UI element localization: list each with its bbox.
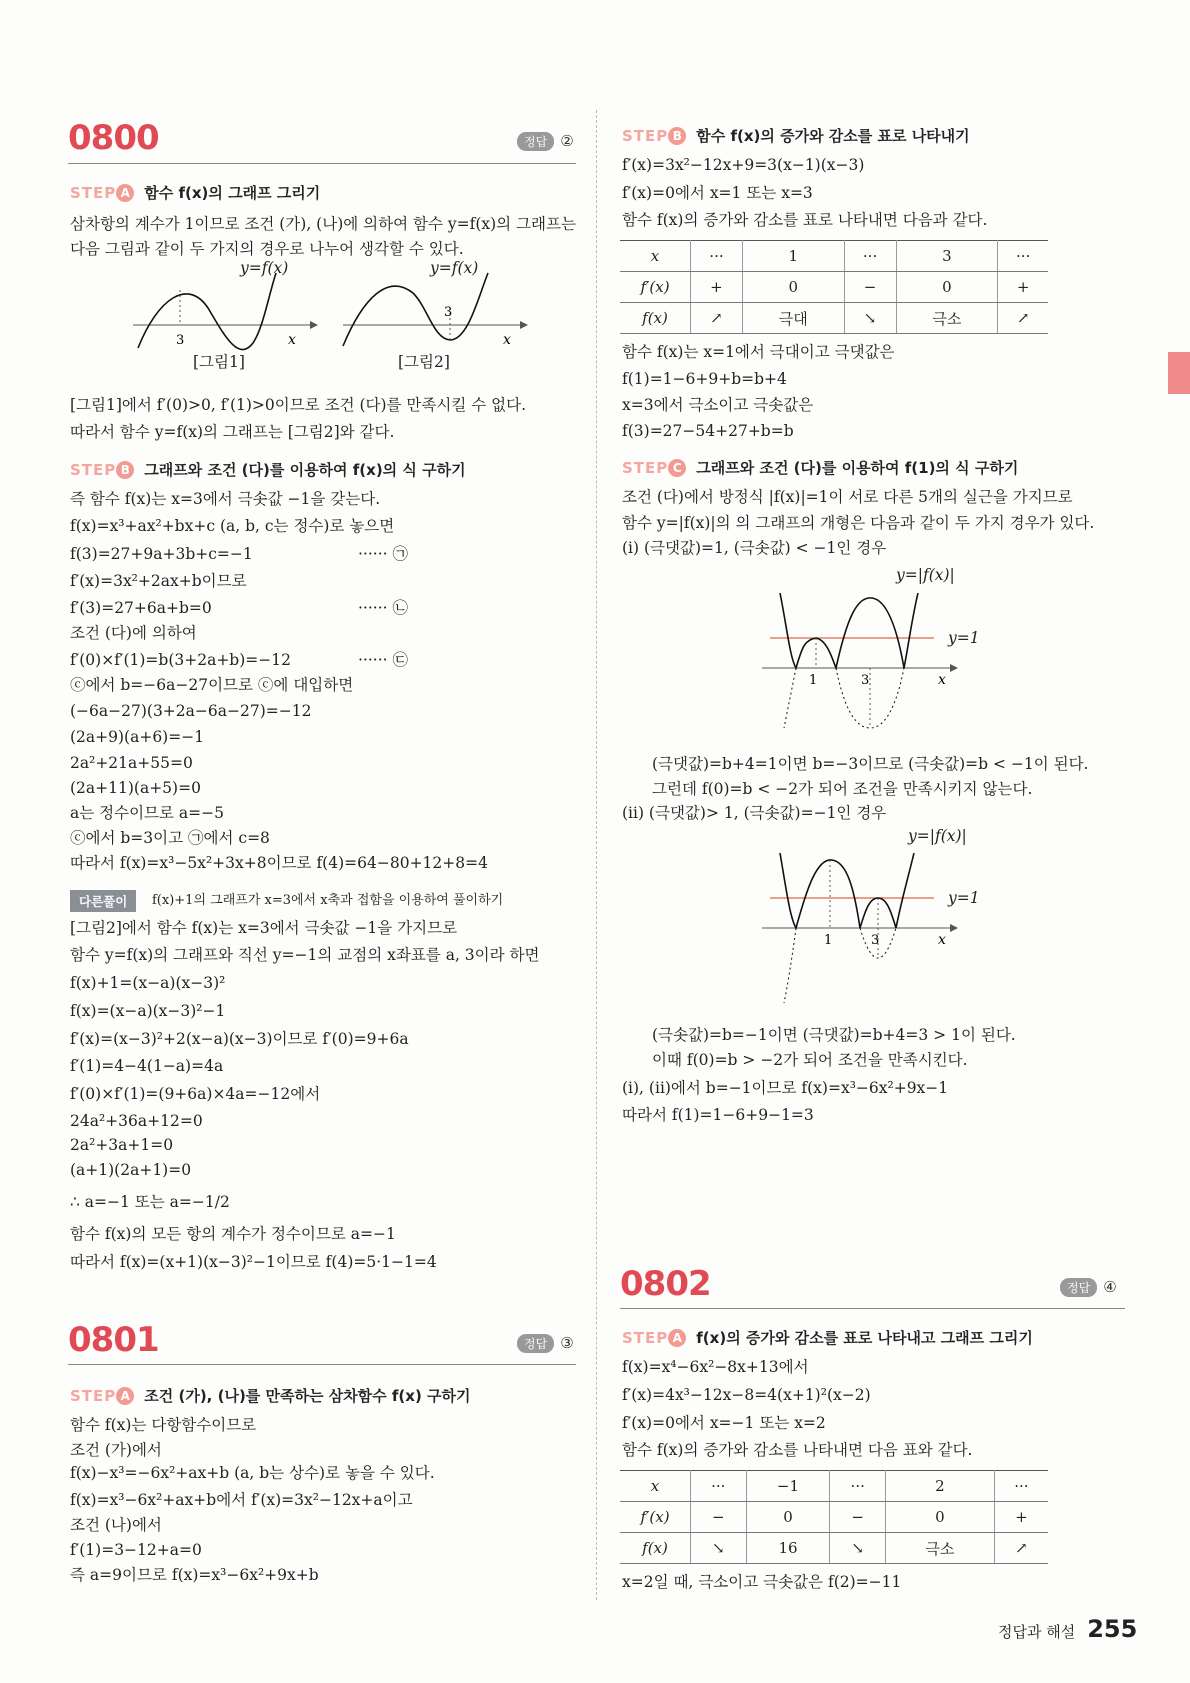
text-line: 함수 f(x)는 다항함수이므로 bbox=[70, 1416, 257, 1434]
table-cell: −1 bbox=[746, 1471, 830, 1502]
table-cell: f′(x) bbox=[620, 1502, 691, 1533]
text-line: f′(x)=(x−3)²+2(x−a)(x−3)이므로 f′(0)=9+6a bbox=[70, 1030, 409, 1048]
text-line: ⓒ에서 b=3이고 ㉠에서 c=8 bbox=[70, 829, 270, 847]
table-cell: x bbox=[620, 241, 691, 272]
text-line: (−6a−27)(3+2a−6a−27)=−12 bbox=[70, 702, 312, 720]
text-line: (a+1)(2a+1)=0 bbox=[70, 1161, 192, 1179]
answer-tag: 정답 bbox=[517, 1334, 554, 1353]
step-b-heading: STEP B 함수 f(x)의 증가와 감소를 표로 나타내기 bbox=[622, 127, 970, 145]
text-line: ⓒ에서 b=−6a−27이므로 ⓒ에 대입하면 bbox=[70, 676, 354, 694]
text-line: 함수 f(x)의 모든 항의 계수가 정수이므로 a=−1 bbox=[70, 1225, 396, 1243]
text-line: f(x)+1=(x−a)(x−3)² bbox=[70, 974, 226, 992]
text-line: (2a+9)(a+6)=−1 bbox=[70, 728, 205, 746]
text-line: x=2일 때, 극소이고 극솟값은 f(2)=−11 bbox=[622, 1573, 902, 1591]
text-line: f′(x)=0에서 x=−1 또는 x=2 bbox=[622, 1414, 826, 1432]
table-cell: f′(x) bbox=[620, 272, 691, 303]
footer-label: 정답과 해설 bbox=[998, 1623, 1076, 1641]
text-line: 즉 함수 f(x)는 x=3에서 극솟값 −1을 갖는다. bbox=[70, 490, 381, 508]
table-cell: ↗ bbox=[998, 303, 1048, 334]
answer-value: ③ bbox=[560, 1334, 574, 1352]
tick-label: 1 bbox=[824, 933, 833, 948]
text-line: 따라서 f(x)=(x+1)(x−3)²−1이므로 f(4)=5·1−1=4 bbox=[70, 1253, 437, 1271]
tick-label: 3 bbox=[861, 673, 870, 688]
tick-label: 1 bbox=[809, 673, 818, 688]
text-line: (ⅱ) (극댓값)> 1, (극솟값)=−1인 경우 bbox=[622, 804, 887, 822]
table-cell: − bbox=[844, 272, 896, 303]
answer-value: ② bbox=[560, 132, 574, 150]
table-cell: 3 bbox=[896, 241, 998, 272]
text-line: f(3)=27+9a+3b+c=−1 bbox=[70, 545, 253, 563]
graph3-line-label: y=1 bbox=[948, 629, 980, 647]
text-line: (2a+11)(a+5)=0 bbox=[70, 779, 201, 797]
page-footer bbox=[998, 1615, 1137, 1643]
text-line: f′(x)=3x²−12x+9=3(x−1)(x−3) bbox=[622, 156, 865, 174]
text-line: (ⅰ) (극댓값)=1, (극솟값) < −1인 경우 bbox=[622, 539, 887, 557]
table-row bbox=[620, 272, 1048, 303]
text-line: f′(1)=4−4(1−a)=4a bbox=[70, 1057, 224, 1075]
problem-number-0800: 0800 bbox=[68, 118, 159, 158]
step-a-heading: STEP A f(x)의 증가와 감소를 표로 나타내고 그래프 그리기 bbox=[622, 1329, 1033, 1347]
axis-label: x bbox=[503, 332, 511, 348]
table-cell: ↘ bbox=[844, 303, 896, 334]
answer-tag: 정답 bbox=[1060, 1278, 1097, 1297]
text-line: 삼차항의 계수가 1이므로 조건 (가), (나)에 의하여 함수 y=f(x)의 그래프는 bbox=[70, 215, 576, 233]
step-a-heading: STEP A 함수 f(x)의 그래프 그리기 bbox=[70, 184, 321, 202]
table-row bbox=[620, 1533, 1048, 1564]
divider bbox=[620, 1308, 1125, 1309]
answer-0800 bbox=[517, 132, 574, 151]
text-line: f(x)=x⁴−6x²−8x+13에서 bbox=[622, 1358, 809, 1376]
text-line: 함수 y=|f(x)|의 의 그래프의 개형은 다음과 같이 두 가지 경우가 있다. bbox=[622, 514, 1095, 532]
table-row bbox=[620, 241, 1048, 272]
table-cell: x bbox=[620, 1471, 691, 1502]
text-line: a는 정수이므로 a=−5 bbox=[70, 804, 225, 822]
table-cell: 0 bbox=[742, 272, 844, 303]
alternative-solution-tag: 다른풀이 bbox=[70, 890, 136, 912]
text-line: 함수 y=f(x)의 그래프와 직선 y=−1의 교점의 x좌표를 a, 3이라 하면 bbox=[70, 946, 540, 964]
text-line: f′(1)=3−12+a=0 bbox=[70, 1541, 202, 1559]
answer-tag: 정답 bbox=[517, 132, 554, 151]
table-cell: ··· bbox=[830, 1471, 886, 1502]
text-line: 조건 (가)에서 bbox=[70, 1441, 162, 1459]
text-line: 함수 f(x)는 x=1에서 극대이고 극댓값은 bbox=[622, 343, 895, 361]
table-cell: ··· bbox=[691, 241, 743, 272]
divider bbox=[68, 163, 576, 164]
divider bbox=[68, 1364, 576, 1365]
graph-figure-3 bbox=[762, 588, 962, 738]
tick-label: 3 bbox=[444, 305, 453, 320]
graph2-caption: [그림2] bbox=[398, 353, 450, 371]
text-line: 조건 (다)에서 방정식 |f(x)|=1이 서로 다른 5개의 실근을 가지므로 bbox=[622, 488, 1073, 506]
text-line: 2a²+21a+55=0 bbox=[70, 754, 193, 772]
step-c-heading: STEP C 그래프와 조건 (다)를 이용하여 f(1)의 식 구하기 bbox=[622, 459, 1019, 477]
table-cell: ··· bbox=[998, 241, 1048, 272]
equation-marker: ······ ㉡ bbox=[358, 599, 408, 617]
text-line: [그림2]에서 함수 f(x)는 x=3에서 극솟값 −1을 가지므로 bbox=[70, 919, 458, 937]
text-line: f(x)=x³−6x²+ax+b에서 f′(x)=3x²−12x+a이고 bbox=[70, 1491, 413, 1509]
table-row bbox=[620, 1502, 1048, 1533]
axis-label: x bbox=[938, 672, 946, 688]
table-cell: ↗ bbox=[994, 1533, 1048, 1564]
table-cell: ··· bbox=[994, 1471, 1048, 1502]
graph4-line-label: y=1 bbox=[948, 889, 980, 907]
axis-label: x bbox=[288, 332, 296, 348]
text-line: f(1)=1−6+9+b=b+4 bbox=[622, 370, 787, 388]
step-b-heading: STEP B 그래프와 조건 (다)를 이용하여 f(x)의 식 구하기 bbox=[70, 461, 466, 479]
page-edge-tab bbox=[1168, 352, 1190, 394]
table-cell: 0 bbox=[885, 1502, 994, 1533]
text-line: 따라서 f(1)=1−6+9−1=3 bbox=[622, 1106, 814, 1124]
graph4-function-label: y=|f(x)| bbox=[908, 827, 967, 845]
text-line: 조건 (나)에서 bbox=[70, 1516, 162, 1534]
table-cell: 16 bbox=[746, 1533, 830, 1564]
text-line: f′(x)=0에서 x=1 또는 x=3 bbox=[622, 184, 813, 202]
text-line: f′(x)=3x²+2ax+b이므로 bbox=[70, 572, 247, 590]
text-line: x=3에서 극소이고 극솟값은 bbox=[622, 396, 814, 414]
answer-0801 bbox=[517, 1334, 574, 1353]
equation-marker: ······ ㉠ bbox=[358, 545, 408, 563]
table-cell: ··· bbox=[844, 241, 896, 272]
text-line: f′(0)×f′(1)=(9+6a)×4a=−12에서 bbox=[70, 1085, 321, 1103]
text-line: (극솟값)=b=−1이면 (극댓값)=b+4=3 > 1이 된다. bbox=[652, 1026, 1016, 1044]
text-line: 조건 (다)에 의하여 bbox=[70, 624, 197, 642]
table-cell: 극대 bbox=[742, 303, 844, 334]
text-line: f′(x)=4x³−12x−8=4(x+1)²(x−2) bbox=[622, 1386, 871, 1404]
text-line: 그런데 f(0)=b < −2가 되어 조건을 만족시키지 않는다. bbox=[652, 780, 1033, 798]
text-line: 따라서 함수 y=f(x)의 그래프는 [그림2]와 같다. bbox=[70, 423, 395, 441]
text-line: f(x)=(x−a)(x−3)²−1 bbox=[70, 1002, 226, 1020]
tick-label: 3 bbox=[871, 933, 880, 948]
text-line: ∴ a=−1 또는 a=−1/2 bbox=[70, 1193, 230, 1211]
tick-label: 3 bbox=[176, 333, 185, 348]
text-line: 즉 a=9이므로 f(x)=x³−6x²+9x+b bbox=[70, 1566, 319, 1584]
text-line: 이때 f(0)=b > −2가 되어 조건을 만족시킨다. bbox=[652, 1051, 968, 1069]
graph3-function-label: y=|f(x)| bbox=[896, 566, 955, 584]
table-row bbox=[620, 1471, 1048, 1502]
table-cell: 극소 bbox=[885, 1533, 994, 1564]
table-cell: 1 bbox=[742, 241, 844, 272]
alternative-solution-title: f(x)+1의 그래프가 x=3에서 x축과 접함을 이용하여 풀이하기 bbox=[152, 893, 504, 908]
graph1-caption: [그림1] bbox=[193, 353, 245, 371]
table-cell: + bbox=[691, 272, 743, 303]
problem-number-0801: 0801 bbox=[68, 1320, 159, 1360]
text-line: f′(3)=27+6a+b=0 bbox=[70, 599, 212, 617]
answer-value: ④ bbox=[1103, 1278, 1117, 1296]
axis-label: x bbox=[938, 932, 946, 948]
text-line: [그림1]에서 f′(0)>0, f′(1)>0이므로 조건 (다)를 만족시킬 수 없다. bbox=[70, 396, 527, 414]
text-line: 다음 그림과 같이 두 가지의 경우로 나누어 생각할 수 있다. bbox=[70, 240, 464, 258]
table-cell: 2 bbox=[885, 1471, 994, 1502]
text-line: 함수 f(x)의 증가와 감소를 나타내면 다음 표와 같다. bbox=[622, 1441, 973, 1459]
text-line: (ⅰ), (ⅱ)에서 b=−1이므로 f(x)=x³−6x²+9x−1 bbox=[622, 1079, 949, 1097]
table-cell: ↗ bbox=[691, 303, 743, 334]
table-cell: − bbox=[830, 1502, 886, 1533]
problem-number-0802: 0802 bbox=[620, 1264, 711, 1304]
table-cell: 0 bbox=[746, 1502, 830, 1533]
text-line: f′(0)×f′(1)=b(3+2a+b)=−12 bbox=[70, 651, 291, 669]
text-line: f(x)=x³+ax²+bx+c (a, b, c는 정수)로 놓으면 bbox=[70, 517, 395, 535]
text-line: 24a²+36a+12=0 bbox=[70, 1112, 203, 1130]
table-cell: + bbox=[994, 1502, 1048, 1533]
table-cell: ↘ bbox=[691, 1533, 747, 1564]
column-divider bbox=[596, 110, 597, 1600]
text-line: 함수 f(x)의 증가와 감소를 표로 나타내면 다음과 같다. bbox=[622, 211, 988, 229]
table-cell: f(x) bbox=[620, 1533, 691, 1564]
table-cell: ↘ bbox=[830, 1533, 886, 1564]
text-line: 2a²+3a+1=0 bbox=[70, 1136, 174, 1154]
graph-figure-4 bbox=[762, 848, 962, 1008]
graph2-function-label: y=f(x) bbox=[430, 259, 479, 277]
table-cell: 0 bbox=[896, 272, 998, 303]
answer-0802 bbox=[1060, 1278, 1117, 1297]
table-row bbox=[620, 303, 1048, 334]
text-line: f(x)−x³=−6x²+ax+b (a, b는 상수)로 놓을 수 있다. bbox=[70, 1464, 435, 1482]
table-cell: f(x) bbox=[620, 303, 691, 334]
table-cell: + bbox=[998, 272, 1048, 303]
table-cell: 극소 bbox=[896, 303, 998, 334]
text-line: (극댓값)=b+4=1이면 b=−3이므로 (극솟값)=b < −1이 된다. bbox=[652, 755, 1089, 773]
graph1-function-label: y=f(x) bbox=[240, 259, 289, 277]
equation-marker: ······ ㉢ bbox=[358, 651, 408, 669]
variation-table-0801 bbox=[620, 240, 1048, 334]
table-cell: − bbox=[691, 1502, 747, 1533]
text-line: 따라서 f(x)=x³−5x²+3x+8이므로 f(4)=64−80+12+8=4 bbox=[70, 854, 488, 872]
text-line: f(3)=27−54+27+b=b bbox=[622, 422, 794, 440]
variation-table-0802 bbox=[620, 1470, 1048, 1564]
page-number: 255 bbox=[1087, 1615, 1138, 1643]
table-cell: ··· bbox=[691, 1471, 747, 1502]
step-a-heading: STEP A 조건 (가), (나)를 만족하는 삼차함수 f(x) 구하기 bbox=[70, 1387, 471, 1405]
